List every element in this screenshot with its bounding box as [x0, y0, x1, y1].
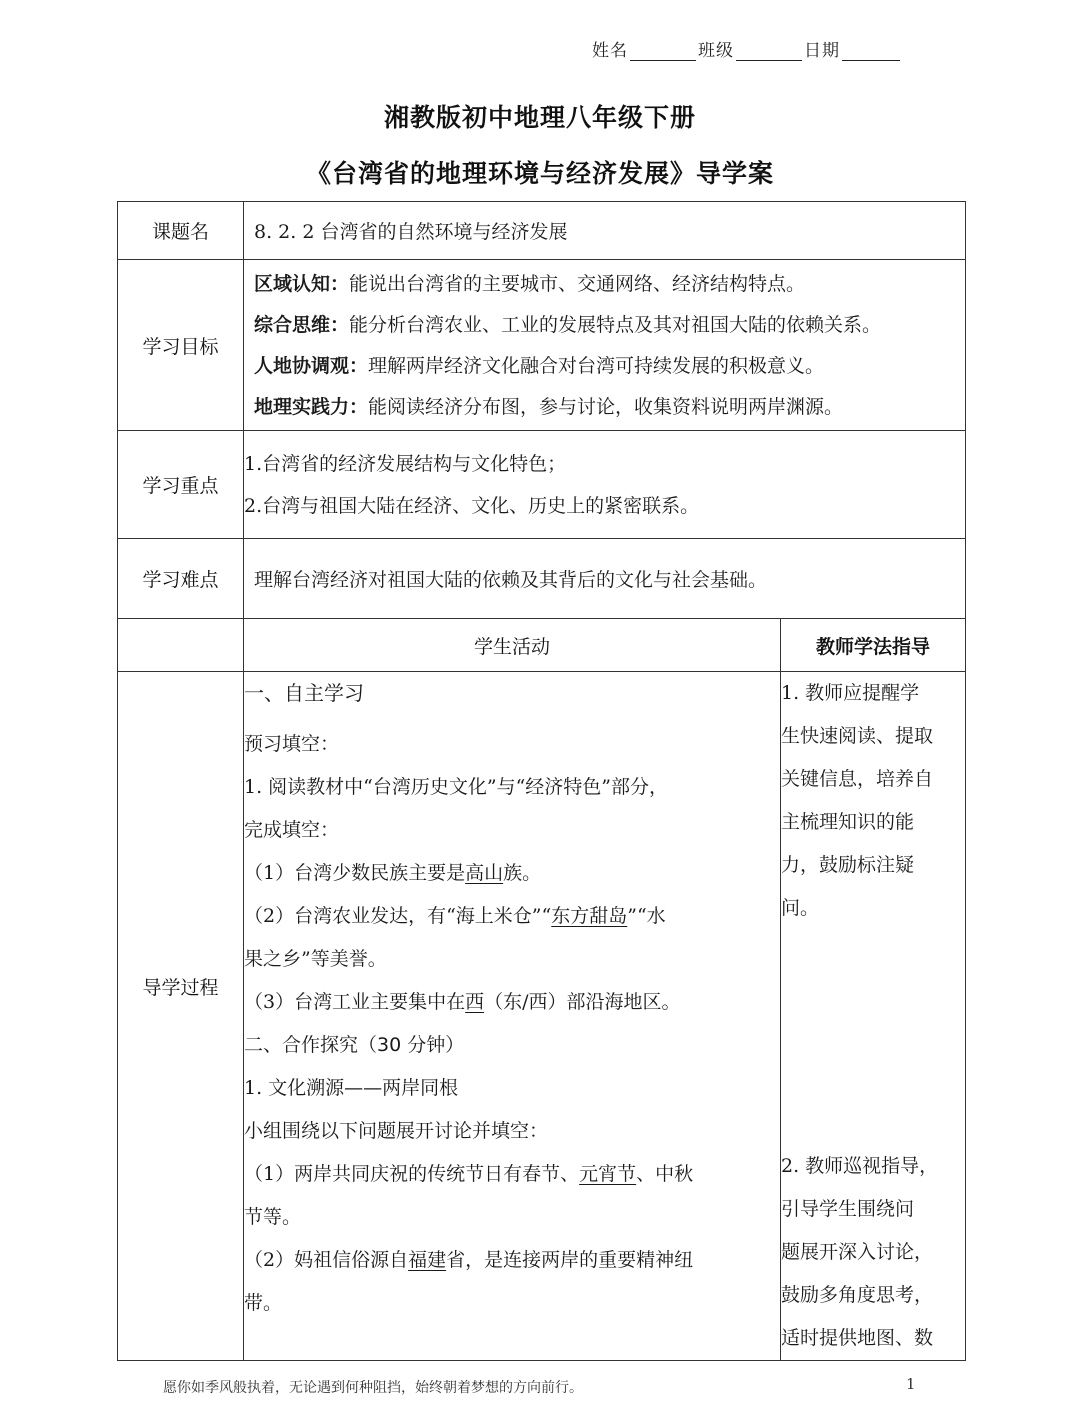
discussion-item-2-cont: 带。 [244, 1292, 283, 1314]
answer-blank[interactable]: 高山 [465, 862, 504, 884]
difficulty-content: 理解台湾经济对祖国大陆的依赖及其背后的文化与社会基础。 [244, 539, 966, 619]
row-objectives [118, 260, 966, 431]
teacher-guidance-content [781, 672, 966, 1361]
guidance-block-1: 1. 教师应提醒学 生快速阅读、提取 关键信息，培养自 主梳理知识的能 力，鼓励标注疑 问。 [781, 682, 934, 919]
student-info-line [592, 36, 902, 61]
preview-fill-title: 预习填空： [244, 733, 340, 755]
objectives-label: 学习目标 [118, 260, 244, 431]
topic-label: 课题名 [118, 202, 244, 260]
section-self-study-title: 一、自主学习 [244, 681, 364, 705]
objective-item: 地理实践力：能阅读经济分布图，参与讨论，收集资料说明两岸渊源。 [254, 396, 844, 418]
name-label: 姓名 [592, 41, 628, 61]
key-point-item: 2.台湾与祖国大陆在经济、文化、历史上的紧密联系。 [244, 494, 700, 517]
answer-blank[interactable]: 元宵节 [579, 1163, 637, 1185]
fill-item-3: （3）台湾工业主要集中在西（东/西）部沿海地区。 [244, 991, 681, 1013]
key-points-content [244, 431, 966, 539]
objective-item: 人地协调观：理解两岸经济文化融合对台湾可持续发展的积极意义。 [254, 355, 825, 377]
row-column-headers [118, 619, 966, 672]
row-key-points [118, 431, 966, 539]
objective-item: 综合思维：能分析台湾农业、工业的发展特点及其对祖国大陆的依赖关系。 [254, 314, 882, 336]
student-activity-content [244, 672, 781, 1361]
fill-item-2: （2）台湾农业发达，有“海上米仓”“东方甜岛”“水 [244, 905, 666, 927]
section-cooperative-title: 二、合作探究（30 分钟） [244, 1034, 465, 1056]
fill-item-1: （1）台湾少数民族主要是高山族。 [244, 862, 542, 884]
discussion-item-2: （2）妈祖信俗源自福建省，是连接两岸的重要精神纽 [244, 1249, 694, 1271]
class-blank[interactable] [736, 42, 802, 61]
teacher-guidance-header: 教师学法指导 [781, 619, 966, 672]
row-process [118, 672, 966, 1361]
difficulty-label: 学习难点 [118, 539, 244, 619]
blank-header-cell [118, 619, 244, 672]
process-label: 导学过程 [118, 672, 244, 1361]
study-plan-table [117, 201, 966, 1361]
fill-item-2-cont: 果之乡”等美誉。 [244, 948, 387, 970]
name-blank[interactable] [630, 42, 696, 61]
answer-blank[interactable]: 西 [465, 991, 485, 1013]
doc-title-line1: 湘教版初中地理八年级下册 [383, 103, 696, 132]
row-topic [118, 202, 966, 260]
discussion-item-1: （1）两岸共同庆祝的传统节日有春节、元宵节、中秋 [244, 1163, 694, 1185]
question-1-line-cont: 完成填空： [244, 819, 340, 841]
discussion-item-1-cont: 节等。 [244, 1206, 302, 1228]
objective-item: 区域认知：能说出台湾省的主要城市、交通网络、经济结构特点。 [254, 273, 806, 295]
date-label: 日期 [804, 41, 840, 61]
student-activity-header: 学生活动 [244, 619, 781, 672]
doc-title-line2: 《台湾省的地理环境与经济发展》导学案 [305, 159, 774, 188]
objectives-content [244, 260, 966, 431]
page-number: 1 [906, 1375, 916, 1393]
guidance-block-2: 2. 教师巡视指导， 引导学生围绕问 题展开深入讨论， 鼓励多角度思考， 适时提供地图、数 [781, 1155, 939, 1349]
class-label: 班级 [698, 41, 734, 61]
group-discussion-intro: 小组围绕以下问题展开讨论并填空： [244, 1120, 549, 1142]
question-1-line: 1. 阅读教材中“台湾历史文化”与“经济特色”部分， [244, 776, 669, 798]
answer-blank[interactable]: 东方甜岛 [551, 905, 628, 927]
row-difficulty [118, 539, 966, 619]
culture-origin-title: 1. 文化溯源——两岸同根 [244, 1077, 459, 1099]
key-point-item: 1.台湾省的经济发展结构与文化特色； [244, 452, 567, 475]
footer-motto: 愿你如季风般执着，无论遇到何种阻挡，始终朝着梦想的方向前行。 [163, 1380, 583, 1396]
key-points-label: 学习重点 [118, 431, 244, 539]
answer-blank[interactable]: 福建 [408, 1249, 447, 1271]
topic-value: 8. 2. 2 台湾省的自然环境与经济发展 [244, 202, 966, 260]
date-blank[interactable] [842, 42, 900, 61]
